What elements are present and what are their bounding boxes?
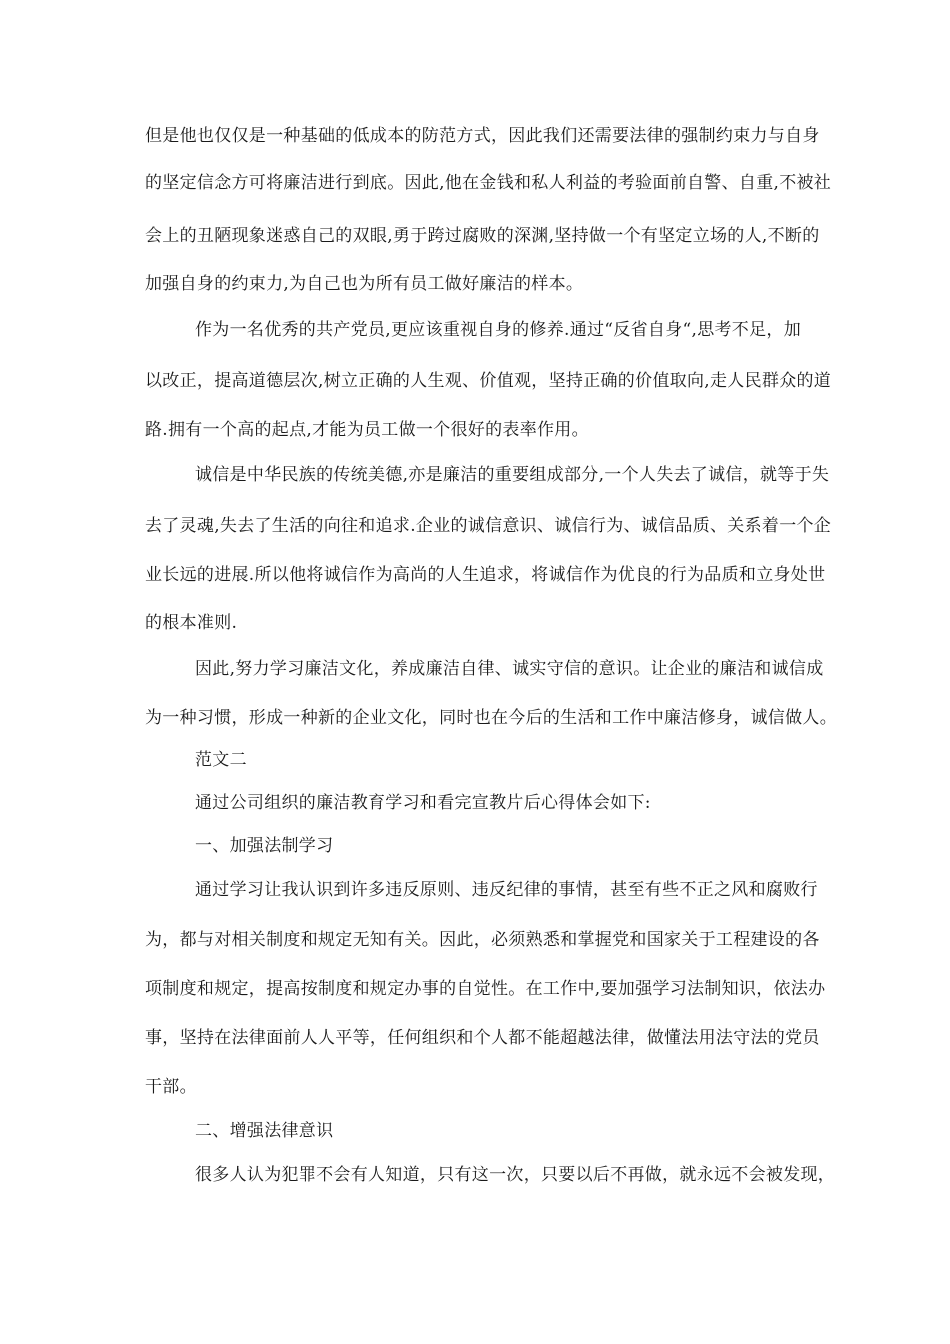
paragraph-line: 干部。: [145, 1077, 197, 1097]
paragraph-line: 的根本准则.: [145, 613, 238, 633]
paragraph-line: 诚信是中华民族的传统美德,亦是廉洁的重要组成部分,一个人失去了诚信，就等于失: [195, 465, 830, 485]
paragraph-line: 项制度和规定，提高按制度和规定办事的自觉性。在工作中,要加强学习法制知识，依法办: [145, 979, 826, 999]
paragraph-line: 以改正，提高道德层次,树立正确的人生观、价值观，坚持正确的价值取向,走人民群众的道: [145, 371, 832, 391]
paragraph-line: 路.拥有一个高的起点,才能为员工做一个很好的表率作用。: [145, 420, 589, 440]
section-title: 范文二: [195, 750, 247, 770]
paragraph-line: 因此,努力学习廉洁文化，养成廉洁自律、诚实守信的意识。让企业的廉洁和诚信成: [195, 659, 824, 679]
paragraph-line: 会上的丑陋现象迷惑自己的双眼,勇于跨过腐败的深渊,坚持做一个有坚定立场的人,不断的: [145, 226, 820, 246]
paragraph-line: 很多人认为犯罪不会有人知道，只有这一次，只要以后不再做，就永远不会被发现，: [195, 1165, 836, 1185]
paragraph-line: 的坚定信念方可将廉洁进行到底。因此,他在金钱和私人利益的考验面前自警、自重,不被社: [145, 173, 832, 193]
paragraph-line: 业长远的进展.所以他将诚信作为高尚的人生追求，将诚信作为优良的行为品质和立身处世: [145, 565, 826, 585]
paragraph-line: 作为一名优秀的共产党员,更应该重视自身的修养.通过“反省自身“,思考不足，加: [195, 320, 801, 340]
section-heading: 二、增强法律意识: [195, 1121, 334, 1141]
paragraph-line: 为一种习惯，形成一种新的企业文化，同时也在今后的生活和工作中廉洁修身，诚信做人。: [145, 708, 837, 728]
paragraph-line: 但是他也仅仅是一种基础的低成本的防范方式，因此我们还需要法律的强制约束力与自身: [145, 126, 820, 146]
intro-line: 通过公司组织的廉洁教育学习和看完宣教片后心得体会如下:: [195, 793, 651, 813]
paragraph-line: 事，坚持在法律面前人人平等，任何组织和个人都不能超越法律，做懂法用法守法的党员: [145, 1028, 820, 1048]
paragraph-line: 通过学习让我认识到许多违反原则、违反纪律的事情，甚至有些不正之风和腐败行: [195, 880, 818, 900]
paragraph-line: 加强自身的约束力,为自己也为所有员工做好廉洁的样本。: [145, 274, 584, 294]
paragraph-line: 为，都与对相关制度和规定无知有关。因此，必须熟悉和掌握党和国家关于工程建设的各: [145, 930, 820, 950]
paragraph-line: 去了灵魂,失去了生活的向往和追求.企业的诚信意识、诚信行为、诚信品质、关系着一个企: [145, 516, 832, 536]
section-heading: 一、加强法制学习: [195, 836, 334, 856]
